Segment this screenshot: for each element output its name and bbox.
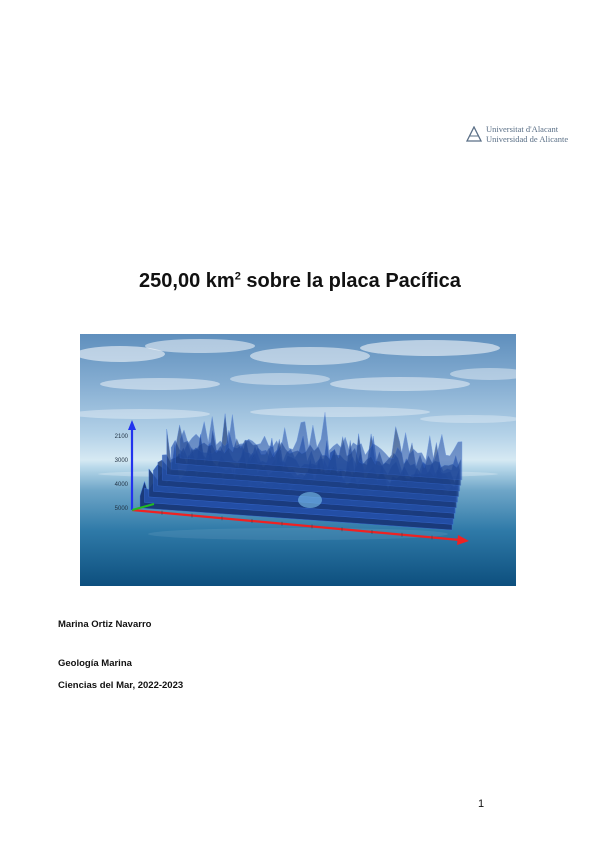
- course-info: Ciencias del Mar, 2022-2023: [58, 680, 184, 691]
- author-name: Marina Ortiz Navarro: [58, 619, 152, 630]
- title-superscript: 2: [234, 270, 241, 283]
- cover-image: [80, 334, 516, 586]
- z-axis-tick-label: 4000: [114, 482, 128, 488]
- logo-line-2: Universidad de Alicante: [486, 134, 569, 144]
- page-title: [0, 270, 600, 293]
- university-emblem-icon: [466, 126, 482, 142]
- title-prefix: 250,00 km: [139, 270, 235, 292]
- title-suffix: sobre la placa Pacífica: [240, 270, 461, 292]
- surface-highlight: [298, 492, 322, 508]
- bathymetry-plot-illustration: [80, 334, 516, 586]
- bathymetry-surface: [140, 412, 462, 530]
- page-number: 1: [478, 798, 485, 810]
- subject-name: Geología Marina: [58, 658, 132, 669]
- logo-line-1: Universitat d'Alacant: [486, 124, 559, 134]
- university-logo: [466, 122, 576, 146]
- z-axis-arrow-icon: [128, 420, 136, 430]
- clouds: [80, 339, 516, 423]
- z-axis-tick-label: 5000: [114, 506, 128, 512]
- z-axis-tick-label: 3000: [114, 458, 128, 464]
- z-axis-tick-label: 2100: [114, 434, 128, 440]
- x-axis-arrow-icon: [457, 535, 469, 545]
